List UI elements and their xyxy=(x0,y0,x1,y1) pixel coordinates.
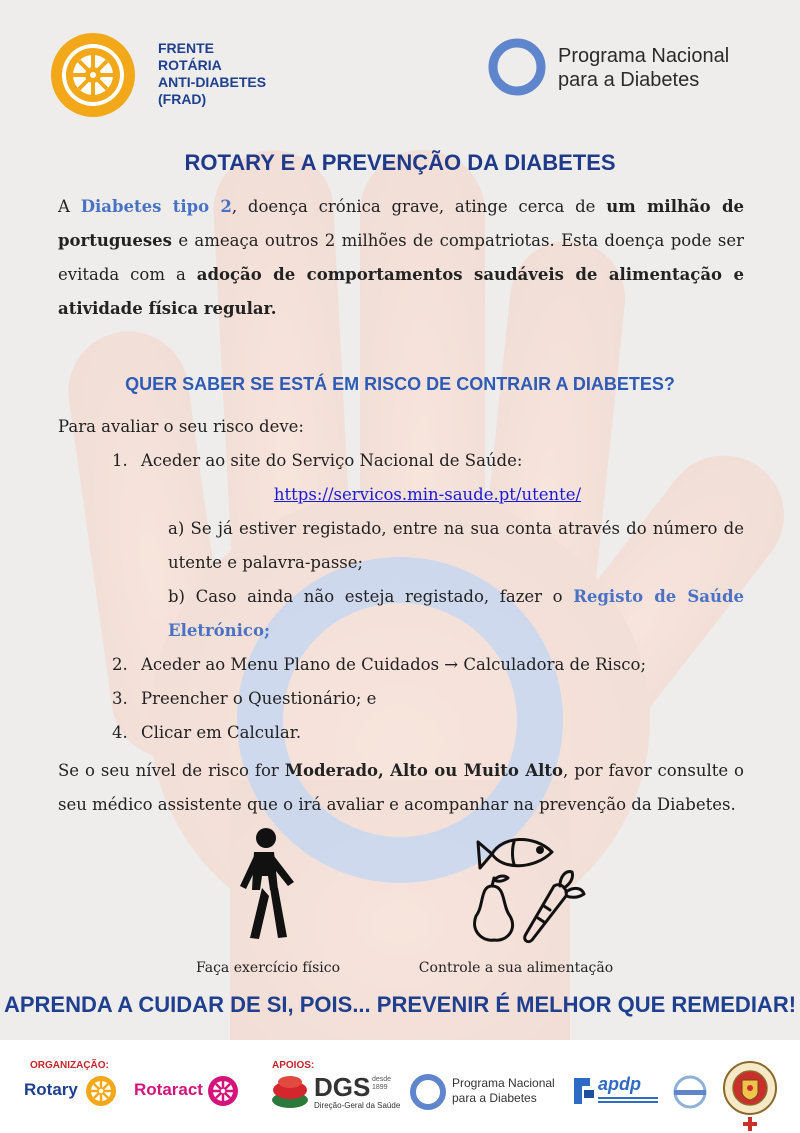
dgs-since: desde 1899 xyxy=(372,1076,392,1091)
pnd-ring-logo xyxy=(486,36,548,98)
anafre-seal-icon xyxy=(722,1060,778,1116)
step-2-text: Aceder ao Menu Plano de Cuidados → Calculadora de Risco; xyxy=(141,655,647,674)
rotaract-wordmark: Rotaract xyxy=(134,1080,203,1099)
risk-question-heading: QUER SABER SE ESTÁ EM RISCO DE CONTRAIR A DIABETES? xyxy=(125,374,675,394)
slogan: APRENDA A CUIDAR DE SI, POIS... PREVENIR É MELHOR QUE REMEDIAR! xyxy=(3,992,797,1017)
intro-text-2: , doença crónica grave, atinge cerca de xyxy=(231,197,607,216)
step-3-number: 3. xyxy=(112,689,128,708)
rotaract-wheel-icon xyxy=(206,1074,240,1108)
pnd-line-1: Programa Nacional xyxy=(558,45,730,67)
step-3-text: Preencher o Questionário; e xyxy=(141,689,377,708)
step-1a-text: a) Se já estiver registado, entre na sua conta através do número de utente e palavra-passe; xyxy=(168,519,744,572)
apdp-underline-2 xyxy=(598,1101,658,1103)
steps-intro: Para avaliar o seu risco deve: xyxy=(58,417,304,436)
pear-icon xyxy=(475,886,513,940)
intro-million-portuguese: um milhão de portugueses xyxy=(58,197,744,250)
pnd-title xyxy=(558,44,729,92)
step-2-number: 2. xyxy=(112,655,128,674)
step-1b-text xyxy=(168,580,744,648)
support-label: APOIOS: xyxy=(272,1060,315,1071)
apdp-symbol-icon xyxy=(570,1072,596,1108)
rotary-small-wheel-icon xyxy=(84,1074,118,1108)
rotary-wordmark: Rotary xyxy=(24,1080,78,1099)
pnd-line-2: para a Diabetes xyxy=(558,69,700,91)
conclusion-text-1: Se o seu nível de risco for xyxy=(58,761,285,780)
partner-ring-logo xyxy=(668,1072,712,1112)
step-1b-pre: b) Caso ainda não esteja registado, fazer o xyxy=(168,587,574,606)
cross-emblem-icon xyxy=(742,1116,758,1132)
walking-person-icon xyxy=(226,826,306,944)
conclusion-risk-levels: Moderado, Alto ou Muito Alto xyxy=(284,761,564,780)
step-1-number: 1. xyxy=(112,451,128,470)
dgs-emblem-icon xyxy=(270,1074,310,1110)
intro-text-1: A xyxy=(58,197,81,216)
intro-paragraph xyxy=(58,190,744,326)
conclusion-paragraph xyxy=(58,754,744,822)
rotary-wheel-logo xyxy=(48,30,138,120)
apdp-underline xyxy=(598,1097,658,1099)
frad-line-3: ANTI-DIABETES xyxy=(158,74,267,90)
sns-link[interactable]: https://servicos.min-saude.pt/utente/ xyxy=(273,485,582,504)
dgs-subtitle: Direção-Geral da Saúde xyxy=(314,1101,401,1110)
step-1-text: Aceder ao site do Serviço Nacional de Saúde: xyxy=(141,451,523,470)
frad-line-4: (FRAD) xyxy=(158,91,207,107)
step-4-number: 4. xyxy=(112,723,128,742)
intro-text-3: e ameaça outros 2 milhões de compatriotas. Esta doença pode ser evitada com a xyxy=(58,231,744,284)
frad-line-2: ROTÁRIA xyxy=(158,57,222,73)
carrot-icon xyxy=(525,885,567,942)
step-4-text: Clicar em Calcular. xyxy=(141,723,302,742)
exercise-caption: Faça exercício físico xyxy=(195,960,340,976)
dgs-wordmark: DGS xyxy=(314,1072,371,1102)
footer-pnd-line-1: Programa Nacional xyxy=(452,1076,555,1090)
footer-pnd-name xyxy=(452,1076,555,1106)
apdp-wordmark: apdp xyxy=(598,1074,641,1094)
conclusion-text-2: , por favor consulte o seu médico assistente que o irá avaliar e acompanhar na prevenção da Diabetes. xyxy=(58,761,744,814)
organization-label: ORGANIZAÇÃO: xyxy=(30,1060,109,1071)
frad-name xyxy=(158,40,266,108)
footer-pnd-line-2: para a Diabetes xyxy=(452,1091,537,1105)
intro-diabetes-type-2: Diabetes tipo 2 xyxy=(80,197,232,216)
food-caption: Controle a sua alimentação xyxy=(418,960,614,976)
pnd-small-ring-icon xyxy=(408,1072,448,1112)
ehr-registration-link: Registo de Saúde Eletrónico; xyxy=(168,587,744,640)
healthy-food-icon xyxy=(468,826,588,946)
page-title: ROTARY E A PREVENÇÃO DA DIABETES xyxy=(184,150,616,175)
intro-healthy-behaviours: adoção de comportamentos saudáveis de alimentação e atividade física regular. xyxy=(58,265,745,318)
frad-line-1: FRENTE xyxy=(158,40,214,56)
